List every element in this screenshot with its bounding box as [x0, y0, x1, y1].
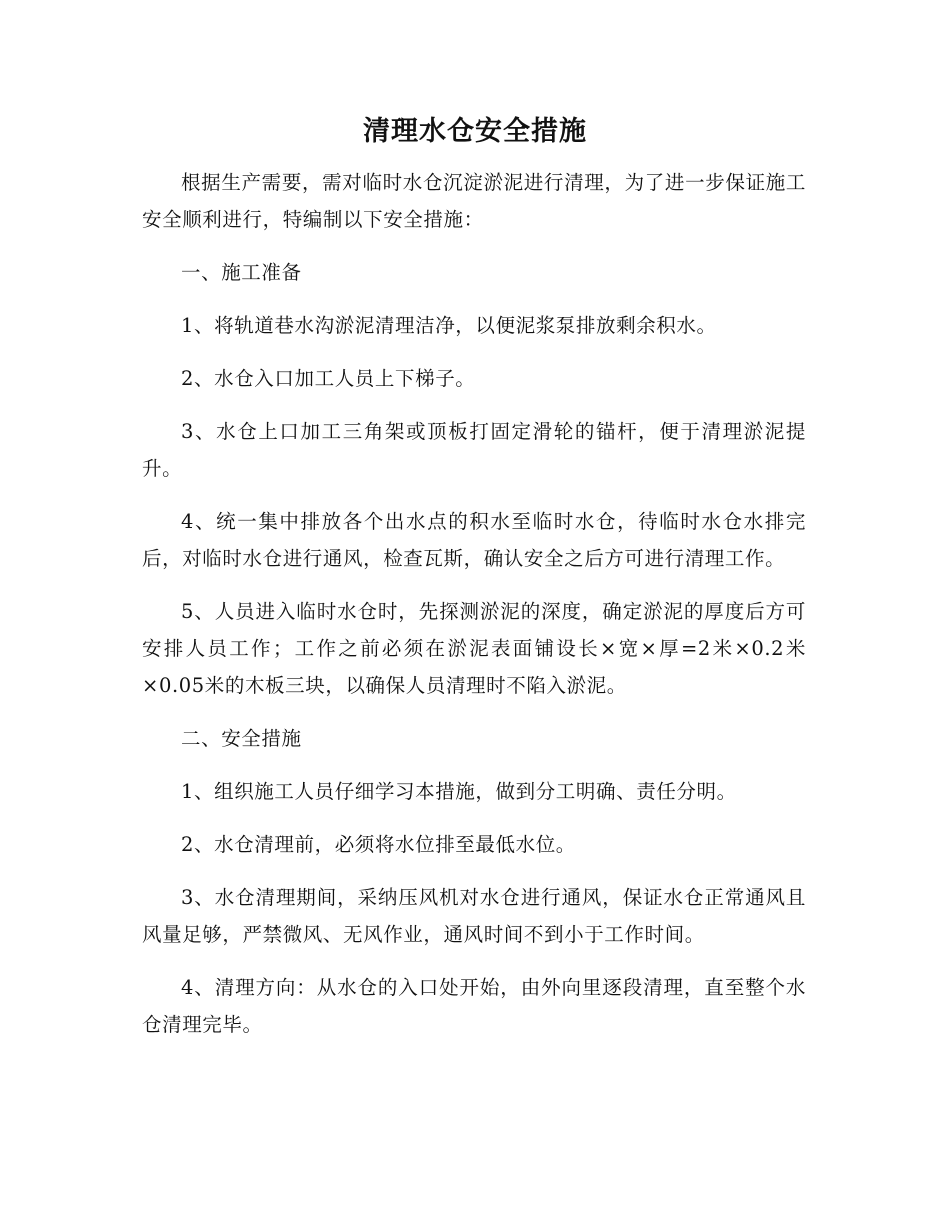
preparation-item-5: 5、人员进入临时水仓时，先探测淤泥的深度，确定淤泥的厚度后方可安排人员工作；工作之前必须在淤泥表面铺设长×宽×厚=2米×0.2米×0.05米的木板三块，以确保人员清理时不陷入淤泥。	[142, 600, 806, 697]
intro-paragraph: 根据生产需要，需对临时水仓沉淀淤泥进行清理，为了进一步保证施工安全顺利进行，特编制以下安全措施：	[142, 171, 806, 231]
safety-item-4: 4、清理方向：从水仓的入口处开始，由外向里逐段清理，直至整个水仓清理完毕。	[142, 976, 806, 1036]
preparation-item-3: 3、水仓上口加工三角架或顶板打固定滑轮的锚杆，便于清理淤泥提升。	[142, 420, 806, 480]
preparation-item-2: 2、水仓入口加工人员上下梯子。	[181, 367, 476, 390]
safety-item-2: 2、水仓清理前，必须将水位排至最低水位。	[181, 833, 576, 856]
safety-item-3: 3、水仓清理期间，采纳压风机对水仓进行通风，保证水仓正常通风且风量足够，严禁微风、无风作业，通风时间不到小于工作时间。	[142, 886, 806, 946]
safety-item-1: 1、组织施工人员仔细学习本措施，做到分工明确、责任分明。	[181, 780, 737, 803]
section-heading-safety: 二、安全措施	[181, 727, 302, 750]
page-title: 清理水仓安全措施	[363, 116, 587, 147]
preparation-item-4: 4、统一集中排放各个出水点的积水至临时水仓，待临时水仓水排完后，对临时水仓进行通风，检查瓦斯，确认安全之后方可进行清理工作。	[142, 510, 806, 570]
preparation-item-1: 1、将轨道巷水沟淤泥清理洁净，以便泥浆泵排放剩余积水。	[181, 314, 717, 337]
document-body	[142, 164, 806, 1043]
section-heading-preparation: 一、施工准备	[181, 261, 302, 284]
